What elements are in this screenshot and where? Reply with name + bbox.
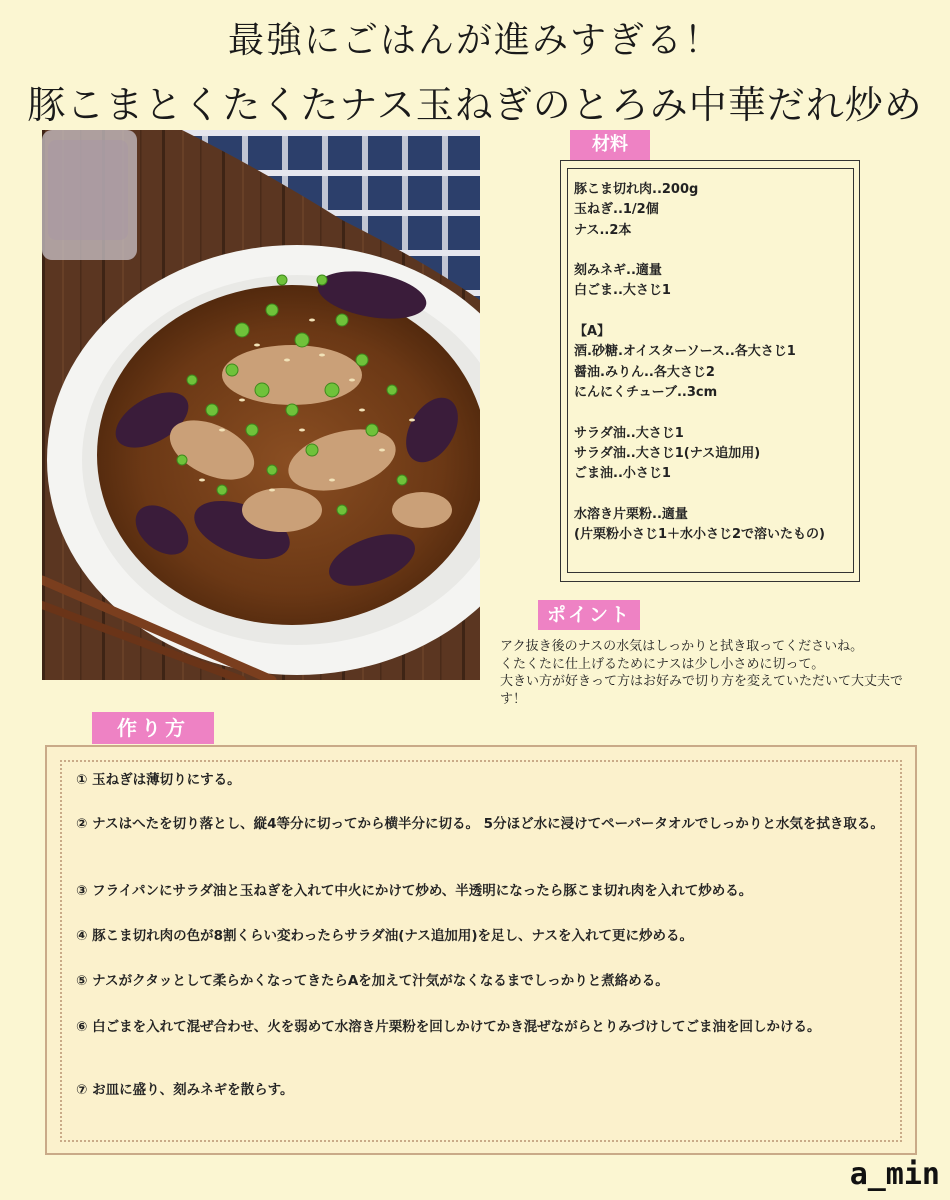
ingredient-item: (片栗粉小さじ1＋水小さじ2で溶いたもの) [574,527,825,543]
ingredient-item: 酒.砂糖.オイスターソース..各大さじ1 [574,344,796,360]
ingredient-item [574,241,854,261]
point-text [500,638,910,708]
ingredient-item [574,484,854,504]
recipe-title-line2: 豚こまとくたくたナス玉ねぎのとろみ中華だれ炒め [27,83,923,127]
ingredient-item: ナス..2本 [574,222,632,238]
step-item: ② ナスはへたを切り落とし、縦4等分に切ってから横半分に切る。 5分ほど水に浸けてペーパータオルでしっかりと水気を拭き取る。 [76,816,884,832]
ingredient-item: サラダ油..大さじ1(ナス追加用) [574,445,761,461]
step-item: ④ 豚こま切れ肉の色が8割くらい変わったらサラダ油(ナス追加用)を足し、ナスを入れて更に炒める。 [76,928,694,944]
ingredient-item: 刻みネギ..適量 [574,263,662,279]
point-line: くたくたに仕上げるためにナスは少し小さめに切って。 [500,656,825,672]
step-item: ③ フライパンにサラダ油と玉ねぎを入れて中火にかけて炒め、半透明になったら豚こま切れ肉を入れて炒める。 [76,883,753,899]
point-line: アク抜き後のナスの水気はしっかりと拭き取ってくださいね。 [500,639,864,654]
ingredient-item [574,302,854,322]
point-line: 大きい方が好きって方はお好みで切り方を変えていただいて大丈夫です！ [500,674,904,707]
ingredient-item: 白ごま..大さじ1 [574,283,671,299]
point-label: ポイント [538,600,640,630]
step-item: ⑤ ナスがクタッとして柔らかくなってきたらAを加えて汁気がなくなるまでしっかりと煮絡める。 [76,973,669,989]
step-item: ⑥ 白ごまを入れて混ぜ合わせ、火を弱めて水溶き片栗粉を回しかけてかき混ぜながらとりみづけしてごま油を回しかける。 [76,1019,821,1035]
ingredient-item: 玉ねぎ..1/2個 [574,202,659,218]
ingredient-item: にんにくチューブ..3cm [574,384,718,400]
author-signature: a_min [849,1157,940,1192]
ingredient-item: 醤油.みりん..各大さじ2 [574,364,715,380]
ingredient-item: 豚こま切れ肉..200g [574,182,699,197]
ingredients-label: 材料 [570,130,650,160]
dish-photo [42,130,480,680]
ingredient-item: 【A】 [574,324,611,340]
ingredient-item: サラダ油..大さじ1 [574,425,684,441]
ingredient-item [574,403,854,423]
recipe-title-line1: 最強にごはんが進みすぎる！ [227,20,722,61]
ingredient-item: 水溶き片栗粉..適量 [574,506,688,522]
ingredients-list [574,180,854,545]
step-item: ⑦ お皿に盛り、刻みネギを散らす。 [76,1082,294,1098]
step-item: ① 玉ねぎは薄切りにする。 [76,772,241,788]
ingredient-item: ごま油..小さじ1 [574,466,671,482]
steps-label: 作り方 [92,712,214,744]
